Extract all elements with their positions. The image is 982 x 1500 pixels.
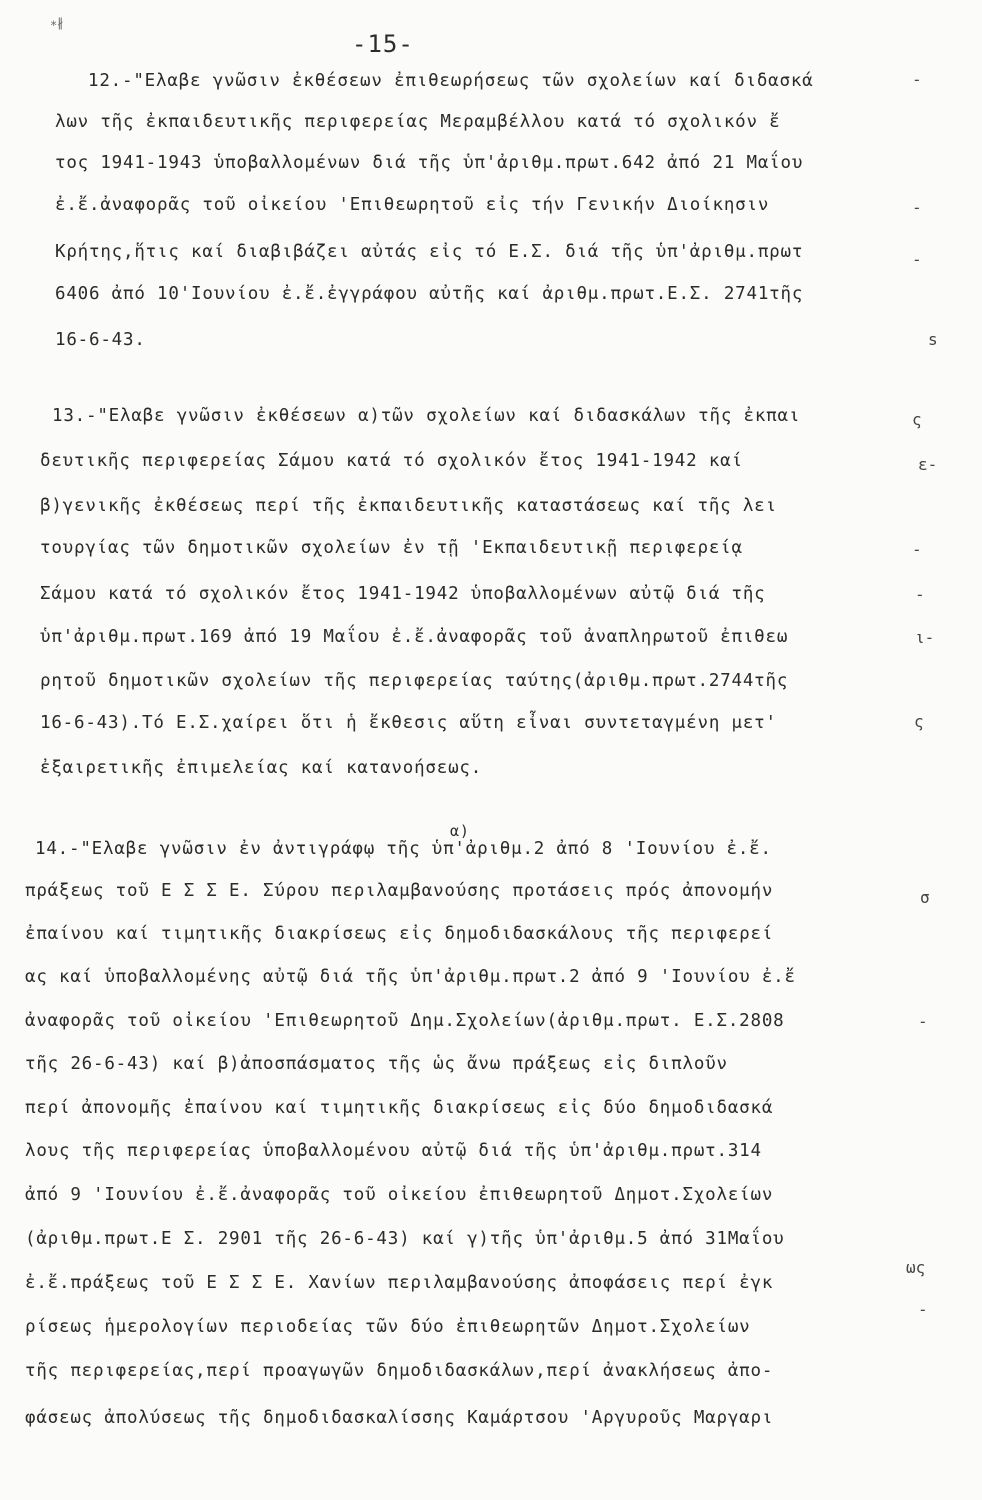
margin-mark: ς <box>914 712 924 731</box>
text-line: (ἀριθμ.πρωτ.Ε Σ. 2901 τῆς 26-6-43) καί γ)τῆς ὑπ'ἀριθμ.5 ἀπό 31Μαΐου <box>25 1229 785 1249</box>
text-line: ας καί ὑποβαλλομένης αὐτῷ διά τῆς ὑπ'ἀριθμ.πρωτ.2 ἀπό 9 'Ιουνίου ἐ.ἔ <box>25 967 796 987</box>
text-line: πράξεως τοῦ Ε Σ Σ Ε. Σύρου περιλαμβανούσης προτάσεις πρός ἀπονομήν <box>25 881 774 901</box>
text-line: 13.-"Ελαβε γνῶσιν ἐκθέσεων α)τῶν σχολείων καί διδασκάλων τῆς ἐκπαι <box>52 406 801 426</box>
margin-mark: - <box>912 198 922 217</box>
page-number: -15- <box>352 30 414 58</box>
text-line: 16-6-43).Τό Ε.Σ.χαίρει ὅτι ἡ ἔκθεσις αὕτη εἶναι συντεταγμένη μετ' <box>40 713 777 733</box>
margin-mark: ως <box>906 1258 926 1277</box>
interlinear-annotation: α) <box>450 822 470 840</box>
text-line: ἀναφορᾶς τοῦ οἰκείου 'Επιθεωρητοῦ Δημ.Σχολείων(ἀριθμ.πρωτ. Ε.Σ.2808 <box>25 1011 785 1031</box>
text-line: ρητοῦ δημοτικῶν σχολείων τῆς περιφερείας ταύτης(ἀριθμ.πρωτ.2744τῆς <box>40 671 789 691</box>
text-line: τος 1941-1943 ὑποβαλλομένων διά τῆς ὑπ'ἀριθμ.πρωτ.642 ἀπό 21 Μαΐου <box>55 153 804 173</box>
text-line: λους τῆς περιφερείας ὑποβαλλομένου αὐτῷ διά τῆς ὑπ'ἀριθμ.πρωτ.314 <box>25 1141 762 1161</box>
margin-mark: ι- <box>915 628 935 647</box>
margin-mark: ς <box>912 410 922 429</box>
text-line: ἐ.ἔ.ἀναφορᾶς τοῦ οἰκείου 'Επιθεωρητοῦ εἰς τήν Γενικήν Διοίκησιν <box>55 195 770 215</box>
margin-mark: - <box>912 70 922 89</box>
margin-mark: s <box>928 330 938 349</box>
text-line: 16-6-43. <box>55 330 146 350</box>
text-line: ἐπαίνου καί τιμητικῆς διακρίσεως εἰς δημοδιδασκάλους τῆς περιφερεί <box>25 924 774 944</box>
text-line: ἐξαιρετικῆς ἐπιμελείας καί κατανοήσεως. <box>40 758 483 778</box>
text-line: 14.-"Ελαβε γνῶσιν ἐν ἀντιγράφῳ τῆς ὑπ'ἀριθμ.2 ἀπό 8 'Ιουνίου ἐ.ἔ. <box>35 839 772 859</box>
margin-mark: ε- <box>918 455 938 474</box>
text-line: ρίσεως ἡμερολογίων περιοδείας τῶν δύο ἐπιθεωρητῶν Δημοτ.Σχολείων <box>25 1317 751 1337</box>
margin-mark: - <box>915 585 925 604</box>
text-line: ἀπό 9 'Ιουνίου ἐ.ἔ.ἀναφορᾶς τοῦ οἰκείου ἐπιθεωρητοῦ Δημοτ.Σχολείων <box>25 1185 774 1205</box>
text-line: τῆς περιφερείας,περί προαγωγῶν δημοδιδασκάλων,περί ἀνακλήσεως ἀπο- <box>25 1361 774 1381</box>
text-line: ὑπ'ἀριθμ.πρωτ.169 ἀπό 19 Μαΐου ἐ.ἔ.ἀναφορᾶς τοῦ ἀναπληρωτοῦ ἐπιθεω <box>40 627 789 647</box>
corner-mark: ∗∦ <box>50 16 64 30</box>
text-line: β)γενικῆς ἐκθέσεως περί τῆς ἐκπαιδευτικῆς καταστάσεως καί τῆς λει <box>40 496 777 516</box>
text-line: λων τῆς ἐκπαιδευτικῆς περιφερείας Μεραμβέλλου κατά τό σχολικόν ἔ <box>55 112 781 132</box>
text-line: φάσεως ἀπολύσεως τῆς δημοδιδασκαλίσσης Καμάρτσου 'Αργυροῦς Μαργαρι <box>25 1408 774 1428</box>
margin-mark: - <box>912 540 922 559</box>
text-line: τουργίας τῶν δημοτικῶν σχολείων ἐν τῇ 'Εκπαιδευτικῇ περιφερείᾳ <box>40 538 743 558</box>
margin-mark: - <box>918 1300 928 1319</box>
text-line: τῆς 26-6-43) καί β)ἀποσπάσματος τῆς ὡς ἄνω πράξεως εἰς διπλοῦν <box>25 1054 728 1074</box>
text-line: περί ἀπονομῆς ἐπαίνου καί τιμητικῆς διακρίσεως εἰς δύο δημοδιδασκά <box>25 1098 774 1118</box>
text-line: Σάμου κατά τό σχολικόν ἔτος 1941-1942 ὑποβαλλομένων αὐτῷ διά τῆς <box>40 584 766 604</box>
margin-mark: σ <box>920 888 930 907</box>
margin-mark: - <box>918 1012 928 1031</box>
text-line: Κρήτης,ἥτις καί διαβιβάζει αὐτάς εἰς τό Ε.Σ. διά τῆς ὑπ'ἀριθμ.πρωτ <box>55 242 804 262</box>
text-line: 12.-"Ελαβε γνῶσιν ἐκθέσεων ἐπιθεωρήσεως τῶν σχολείων καί διδασκά <box>88 71 814 91</box>
margin-mark: - <box>912 250 922 269</box>
text-line: ἐ.ἔ.πράξεως τοῦ Ε Σ Σ Ε. Χανίων περιλαμβανούσης ἀποφάσεις περί ἐγκ <box>25 1273 774 1293</box>
text-line: 6406 ἀπό 10'Ιουνίου ἐ.ἔ.ἐγγράφου αὐτῆς καί ἀριθμ.πρωτ.Ε.Σ. 2741τῆς <box>55 284 804 304</box>
text-line: δευτικῆς περιφερείας Σάμου κατά τό σχολικόν ἔτος 1941-1942 καί <box>40 451 743 471</box>
